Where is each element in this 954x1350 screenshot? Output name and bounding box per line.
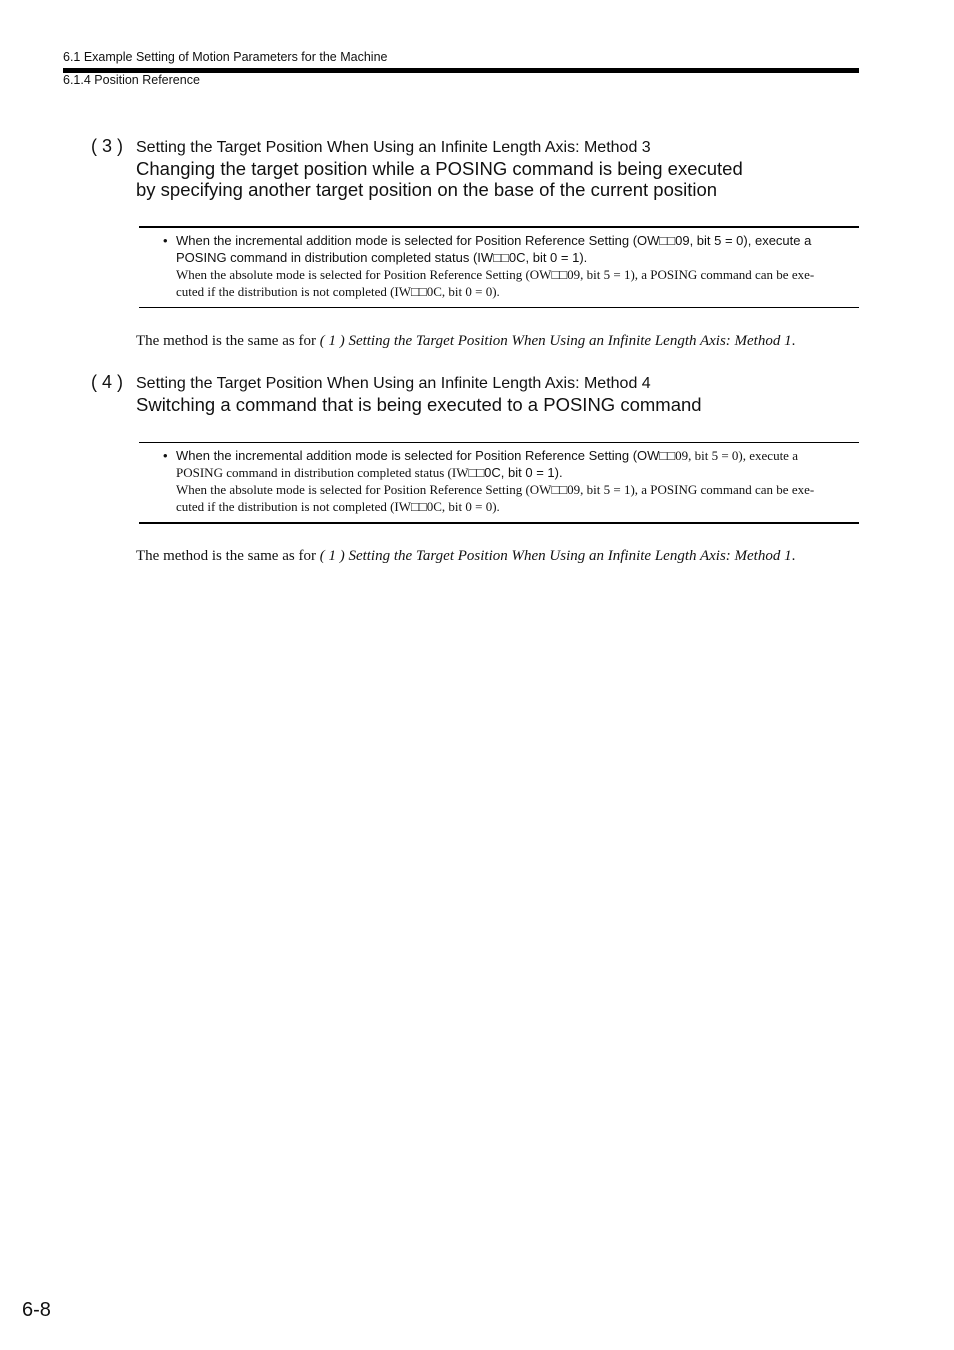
section-3-subtitle: Setting the Target Position When Using an Infinite Length Axis: Method 3	[136, 139, 651, 156]
note-line: When the absolute mode is selected for Position Reference Setting (OW□□09, bit 5 = 1), a POSING command can be exe-	[176, 482, 815, 497]
note-line: POSING command in distribution completed status (IW□□0C, bit 0 = 1).	[176, 250, 588, 265]
section-4-note-box	[139, 442, 859, 524]
note-line: cuted if the distribution is not completed (IW□□0C, bit 0 = 0).	[176, 284, 500, 299]
section-3-title-line2: by specifying another target position on the base of the current position	[136, 179, 718, 200]
note-text: When the incremental addition mode is selected for Position Reference Setting (OW□□	[176, 448, 676, 463]
note-text: 09, bit 5 = 0), execute a	[675, 448, 798, 463]
running-header-subsection: 6.1.4 Position Reference	[63, 73, 200, 87]
section-3-paragraph	[136, 333, 795, 350]
note-line: When the absolute mode is selected for Position Reference Setting (OW□□09, bit 5 = 1), a POSING command can be exe-	[176, 267, 815, 282]
note-line: When the incremental addition mode is selected for Position Reference Setting (OW□□09, bit 5 = 0), execute a	[176, 233, 812, 248]
note-line	[176, 447, 853, 464]
page-number: 6-8	[22, 1299, 51, 1321]
paragraph-end: .	[791, 548, 796, 564]
section-4-title-line1: Switching a command that is being executed to a POSING command	[136, 394, 702, 415]
note-line: cuted if the distribution is not completed (IW□□0C, bit 0 = 0).	[176, 499, 500, 514]
cross-reference-link[interactable]: ( 1 ) Setting the Target Position When Using an Infinite Length Axis: Method 1	[319, 333, 792, 349]
note-bullet: •	[163, 233, 168, 248]
cross-reference-link[interactable]: ( 1 ) Setting the Target Position When Using an Infinite Length Axis: Method 1	[319, 548, 792, 564]
section-4-number: ( 4 )	[91, 372, 124, 392]
section-3-note-box	[139, 226, 859, 308]
note-line	[176, 464, 853, 481]
section-3-title-line1: Changing the target position while a POSING command is being executed	[136, 158, 743, 179]
section-4-subtitle: Setting the Target Position When Using an Infinite Length Axis: Method 4	[136, 375, 651, 392]
note-text: 0C, bit 0 = 1).	[484, 465, 563, 480]
note-bullet: •	[163, 448, 168, 463]
paragraph-end: .	[791, 333, 796, 349]
section-4-paragraph	[136, 548, 795, 565]
paragraph-text: The method is the same as for	[136, 548, 320, 564]
note-text: POSING command in distribution completed status (IW□□	[176, 465, 485, 480]
section-3-number: ( 3 )	[91, 136, 124, 156]
running-header-section: 6.1 Example Setting of Motion Parameters for the Machine	[63, 50, 388, 64]
paragraph-text: The method is the same as for	[136, 333, 320, 349]
